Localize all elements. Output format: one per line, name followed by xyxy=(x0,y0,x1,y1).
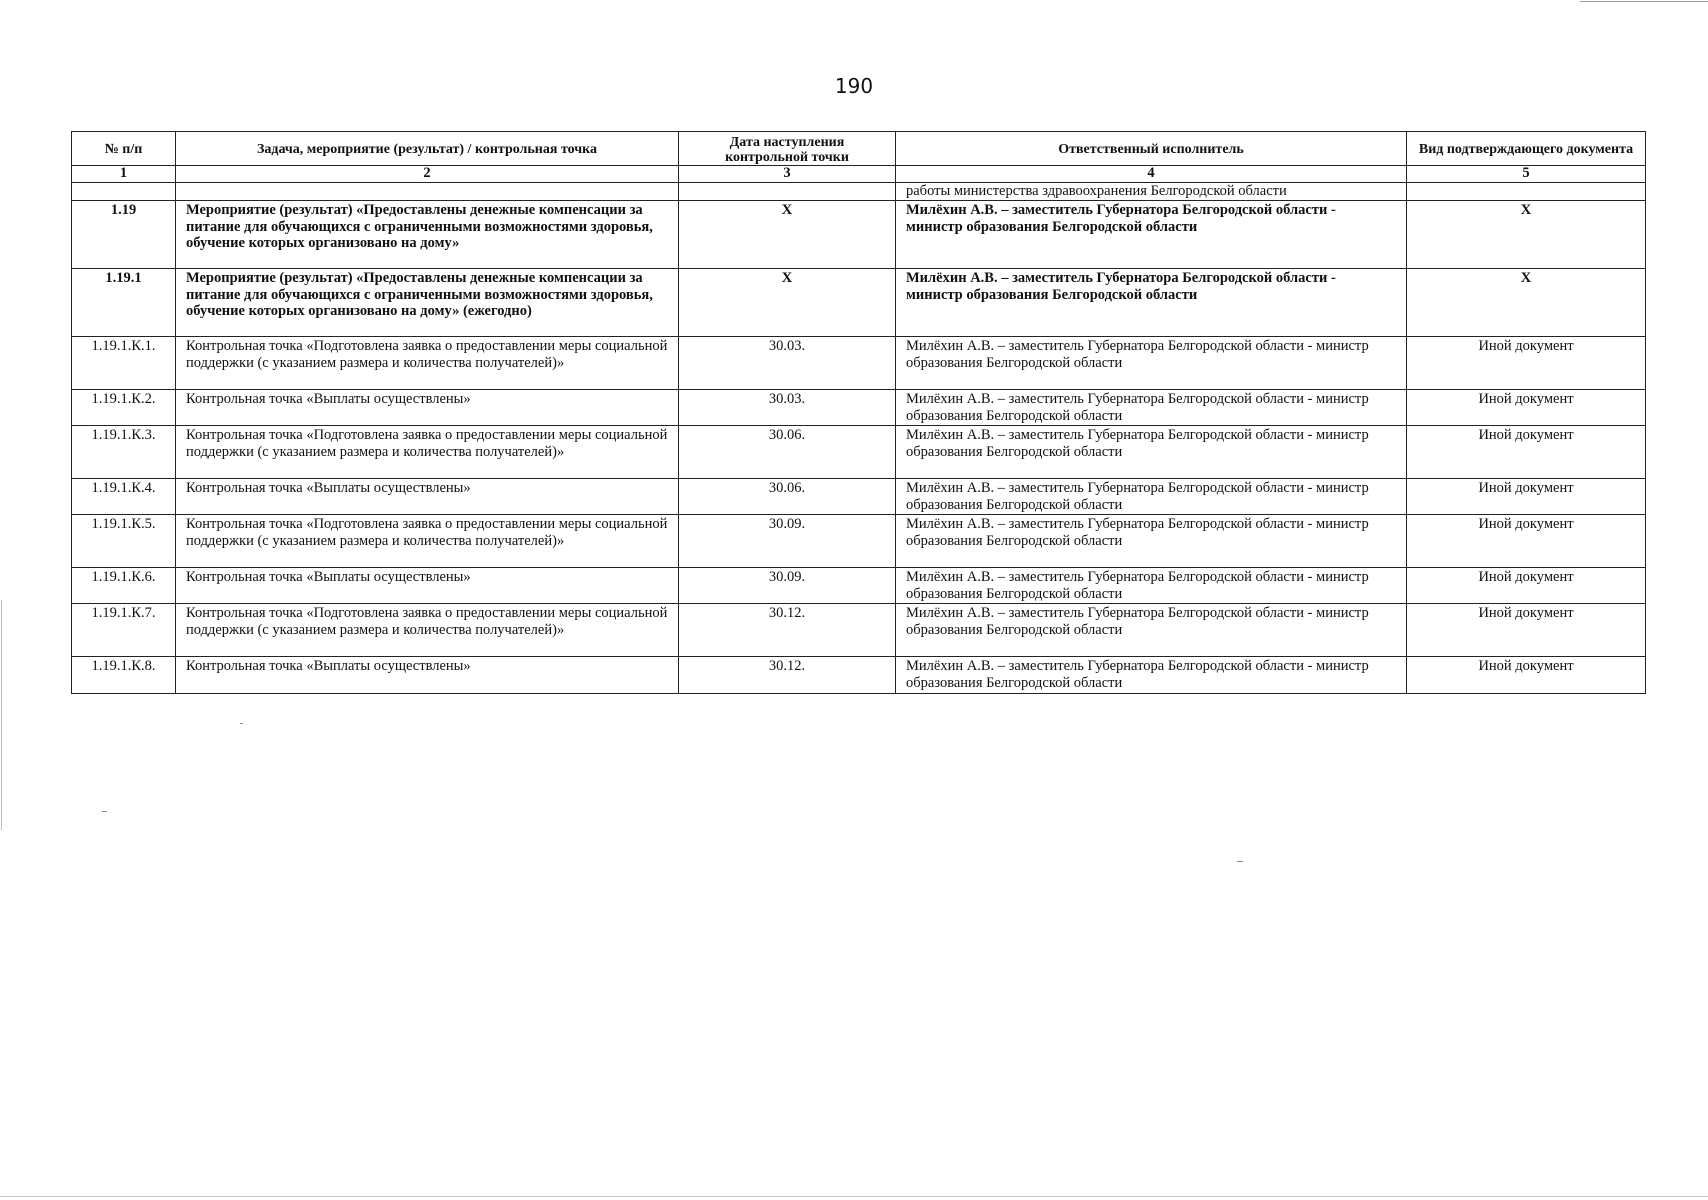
scan-speck xyxy=(240,723,243,724)
row-document-type: Иной документ xyxy=(1407,479,1646,515)
row-task: Контрольная точка «Подготовлена заявка о предоставлении меры социальной поддержки (с указанием размера и количества получателей)» xyxy=(176,515,679,568)
row-document-type: Иной документ xyxy=(1407,657,1646,694)
column-number: 5 xyxy=(1407,166,1646,183)
row-document-type: Х xyxy=(1407,269,1646,337)
row-date: 30.06. xyxy=(679,479,896,515)
row-number: 1.19.1.К.3. xyxy=(72,426,176,479)
row-number xyxy=(72,183,176,201)
column-number: 3 xyxy=(679,166,896,183)
header-date: Дата наступления контрольной точки xyxy=(679,132,896,166)
row-number: 1.19.1.К.1. xyxy=(72,337,176,390)
continuation-row xyxy=(72,183,1646,201)
scan-speck xyxy=(1237,861,1243,862)
row-date xyxy=(679,183,896,201)
scan-edge-top-right xyxy=(1580,1,1708,2)
row-document-type: Иной документ xyxy=(1407,337,1646,390)
scan-edge-bottom xyxy=(0,1196,1708,1197)
row-date: 30.09. xyxy=(679,568,896,604)
header-document-type: Вид подтверждающего документа xyxy=(1407,132,1646,166)
row-responsible: Милёхин А.В. – заместитель Губернатора Белгородской области - министр образования Белгородской области xyxy=(896,568,1407,604)
row-date: 30.06. xyxy=(679,426,896,479)
column-number: 4 xyxy=(896,166,1407,183)
row-date: 30.12. xyxy=(679,604,896,657)
row-date: 30.03. xyxy=(679,390,896,426)
row-document-type: Х xyxy=(1407,201,1646,269)
row-task: Контрольная точка «Подготовлена заявка о предоставлении меры социальной поддержки (с указанием размера и количества получателей)» xyxy=(176,337,679,390)
row-document-type: Иной документ xyxy=(1407,604,1646,657)
row-responsible: Милёхин А.В. – заместитель Губернатора Белгородской области - министр образования Белгородской области xyxy=(896,657,1407,694)
column-number: 1 xyxy=(72,166,176,183)
header-number: № п/п xyxy=(72,132,176,166)
row-number: 1.19.1.К.4. xyxy=(72,479,176,515)
column-number-row xyxy=(72,166,1646,183)
table-header-row xyxy=(72,132,1646,166)
row-date: 30.09. xyxy=(679,515,896,568)
table-row xyxy=(72,426,1646,479)
row-number: 1.19 xyxy=(72,201,176,269)
table-row xyxy=(72,337,1646,390)
row-date: Х xyxy=(679,201,896,269)
header-task: Задача, мероприятие (результат) / контрольная точка xyxy=(176,132,679,166)
row-number: 1.19.1.К.5. xyxy=(72,515,176,568)
page-number: 190 xyxy=(834,74,874,98)
row-number: 1.19.1 xyxy=(72,269,176,337)
row-number: 1.19.1.К.7. xyxy=(72,604,176,657)
row-responsible: работы министерства здравоохранения Белгородской области xyxy=(896,183,1407,201)
row-responsible: Милёхин А.В. – заместитель Губернатора Белгородской области - министр образования Белгородской области xyxy=(896,604,1407,657)
column-number: 2 xyxy=(176,166,679,183)
row-document-type: Иной документ xyxy=(1407,515,1646,568)
row-task: Мероприятие (результат) «Предоставлены денежные компенсации за питание для обучающихся с ограниченными возможностями здоровья, обучение которых организовано на дому» xyxy=(176,201,679,269)
row-responsible: Милёхин А.В. – заместитель Губернатора Белгородской области - министр образования Белгородской области xyxy=(896,201,1407,269)
control-points-table xyxy=(71,131,1646,694)
row-date: Х xyxy=(679,269,896,337)
row-task: Мероприятие (результат) «Предоставлены денежные компенсации за питание для обучающихся с ограниченными возможностями здоровья, обучение которых организовано на дому» (ежегодно) xyxy=(176,269,679,337)
row-task: Контрольная точка «Выплаты осуществлены» xyxy=(176,390,679,426)
row-date: 30.12. xyxy=(679,657,896,694)
row-number: 1.19.1.К.2. xyxy=(72,390,176,426)
row-document-type: Иной документ xyxy=(1407,390,1646,426)
row-document-type: Иной документ xyxy=(1407,426,1646,479)
row-document-type: Иной документ xyxy=(1407,568,1646,604)
row-responsible: Милёхин А.В. – заместитель Губернатора Белгородской области - министр образования Белгородской области xyxy=(896,426,1407,479)
table-row xyxy=(72,515,1646,568)
row-date: 30.03. xyxy=(679,337,896,390)
table-row xyxy=(72,390,1646,426)
row-number: 1.19.1.К.8. xyxy=(72,657,176,694)
scan-speck xyxy=(102,811,107,812)
row-responsible: Милёхин А.В. – заместитель Губернатора Белгородской области - министр образования Белгородской области xyxy=(896,515,1407,568)
row-responsible: Милёхин А.В. – заместитель Губернатора Белгородской области - министр образования Белгородской области xyxy=(896,390,1407,426)
row-task: Контрольная точка «Выплаты осуществлены» xyxy=(176,479,679,515)
table-row xyxy=(72,568,1646,604)
row-task xyxy=(176,183,679,201)
row-task: Контрольная точка «Выплаты осуществлены» xyxy=(176,568,679,604)
row-responsible: Милёхин А.В. – заместитель Губернатора Белгородской области - министр образования Белгородской области xyxy=(896,479,1407,515)
table-row xyxy=(72,201,1646,269)
row-responsible: Милёхин А.В. – заместитель Губернатора Белгородской области - министр образования Белгородской области xyxy=(896,337,1407,390)
scan-edge-left xyxy=(1,600,2,830)
row-document-type xyxy=(1407,183,1646,201)
table-row xyxy=(72,657,1646,694)
table-row xyxy=(72,604,1646,657)
row-task: Контрольная точка «Подготовлена заявка о предоставлении меры социальной поддержки (с указанием размера и количества получателей)» xyxy=(176,426,679,479)
header-responsible: Ответственный исполнитель xyxy=(896,132,1407,166)
row-responsible: Милёхин А.В. – заместитель Губернатора Белгородской области - министр образования Белгородской области xyxy=(896,269,1407,337)
table-row xyxy=(72,479,1646,515)
row-number: 1.19.1.К.6. xyxy=(72,568,176,604)
table-row xyxy=(72,269,1646,337)
row-task: Контрольная точка «Подготовлена заявка о предоставлении меры социальной поддержки (с указанием размера и количества получателей)» xyxy=(176,604,679,657)
row-task: Контрольная точка «Выплаты осуществлены» xyxy=(176,657,679,694)
